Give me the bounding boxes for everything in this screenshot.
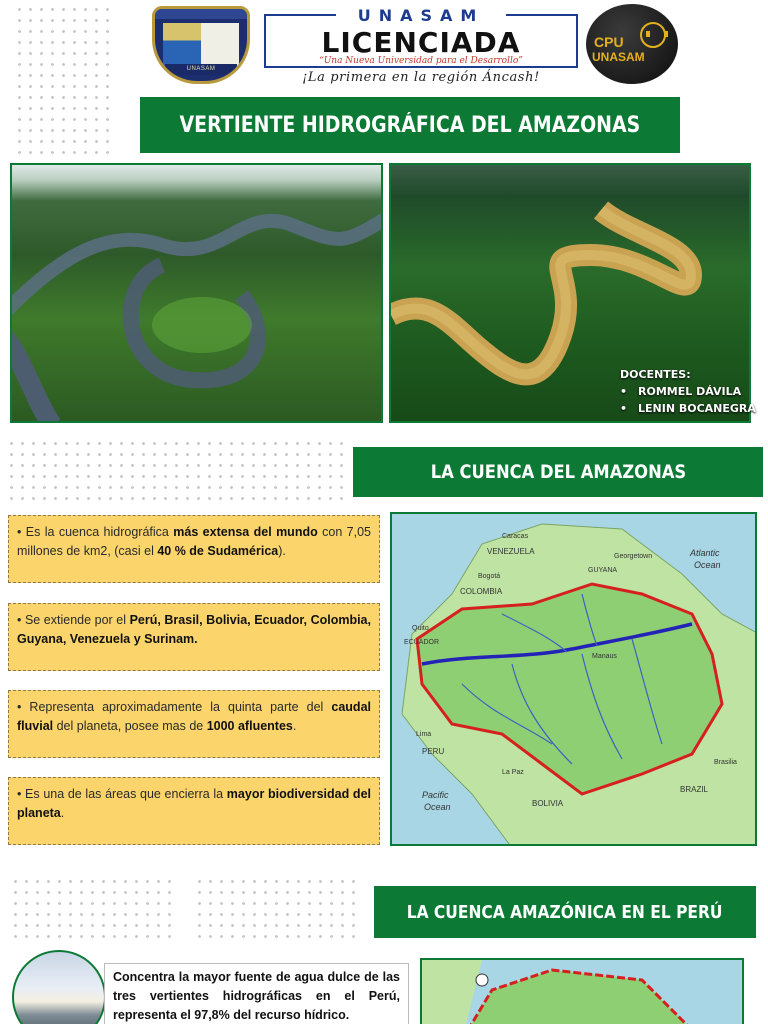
- amazon-basin-map: [390, 512, 757, 846]
- cpu-logo-line1: CPU: [594, 34, 624, 50]
- map-label: Bogotá: [478, 573, 501, 580]
- emphasis-text: más extensa del mundo: [173, 525, 318, 539]
- emphasis-text: mayor biodiversidad del planeta: [17, 787, 371, 820]
- compass-icon: [476, 974, 488, 986]
- emphasis-text: 40 % de Sudamérica: [157, 544, 279, 558]
- map-label: GUYANA: [588, 567, 618, 574]
- map-label: Brasilia: [714, 759, 737, 766]
- body-text: • Es la cuenca hidrográfica: [17, 525, 174, 539]
- map-label: Lima: [416, 731, 432, 738]
- dot-pattern: [14, 4, 112, 156]
- section-banner-cuenca: [353, 447, 763, 497]
- university-motto: “Una Nueva Universidad para el Desarrollo”: [319, 56, 523, 66]
- peru-basin-map: [420, 958, 744, 1024]
- licenciada-logo: [264, 6, 578, 68]
- emphasis-text: Perú, Brasil, Bolivia, Ecuador, Colombia, Guyana, Venezuela y Surinam.: [17, 613, 371, 646]
- info-box: [8, 603, 380, 671]
- body-text: del planeta, posee mas de: [53, 719, 207, 733]
- info-box: [8, 515, 380, 583]
- map-label: Ocean: [694, 560, 721, 570]
- body-text: .: [60, 806, 65, 820]
- map-label: Ocean: [424, 802, 451, 812]
- cpu-logo-line2: UNASAM: [592, 50, 645, 64]
- lake-sunset-photo: [12, 950, 106, 1024]
- body-text: • Se extiende por el: [17, 613, 130, 627]
- map-label: La Paz: [502, 769, 524, 776]
- body-text: .: [292, 719, 297, 733]
- info-box: [8, 690, 380, 758]
- dot-pattern: [6, 438, 346, 504]
- map-label: Georgetown: [614, 553, 653, 560]
- cpu-unasam-logo: [586, 4, 678, 84]
- unasam-seal-logo: [152, 6, 250, 84]
- peru-basin-text: Concentra la mayor fuente de agua dulce de las tres vertientes hidrográficas en el Perú, representa el 97,8% del recurso hídrico.: [104, 963, 409, 1024]
- body-text: • Es una de las áreas que encierra la: [17, 787, 227, 801]
- info-box: [8, 777, 380, 845]
- emphasis-text: 1000 afluentes: [206, 719, 293, 733]
- map-label: ECUADOR: [404, 639, 440, 646]
- page-title: VERTIENTE HIDROGRÁFICA DEL AMAZONAS: [179, 112, 641, 138]
- map-label: COLOMBIA: [460, 587, 503, 596]
- section-banner-peru: [374, 886, 756, 938]
- map-label: BRAZIL: [680, 785, 709, 794]
- emphasis-text: caudal fluvial: [17, 700, 371, 733]
- map-label: Manaus: [592, 653, 617, 660]
- map-label: Atlantic: [690, 548, 720, 558]
- map-label: PERU: [422, 747, 445, 756]
- licenciada-text: LICENCIADA: [321, 26, 521, 59]
- section-title: LA CUENCA DEL AMAZONAS: [430, 461, 686, 483]
- body-text: con 7,05 millones de km2, (casi el: [17, 525, 371, 558]
- map-label: Pacific: [422, 790, 449, 800]
- dot-pattern: [194, 876, 356, 940]
- tagline: ¡La primera en la región Áncash!: [302, 70, 540, 85]
- body-text: ).: [278, 544, 286, 558]
- university-short-name: UNASAM: [336, 6, 506, 25]
- docentes-label: DOCENTES:: [620, 368, 691, 381]
- docente-item: • ROMMEL DÁVILA: [620, 383, 756, 400]
- seal-ribbon-text: UNASAM: [165, 64, 237, 75]
- river-photo-left: [10, 163, 383, 423]
- map-label: BOLIVIA: [532, 799, 564, 808]
- docentes-block: [620, 366, 756, 417]
- section-title: LA CUENCA AMAZÓNICA EN EL PERÚ: [407, 901, 723, 923]
- docente-item: • LENIN BOCANEGRA: [620, 400, 756, 417]
- map-label: Caracas: [502, 533, 529, 540]
- dot-pattern: [10, 876, 176, 940]
- map-label: VENEZUELA: [487, 547, 535, 556]
- body-text: • Representa aproximadamente la quinta parte del: [17, 700, 332, 714]
- page-title-banner: [140, 97, 680, 153]
- map-label: Quito: [412, 625, 429, 632]
- owl-icon: [640, 22, 666, 48]
